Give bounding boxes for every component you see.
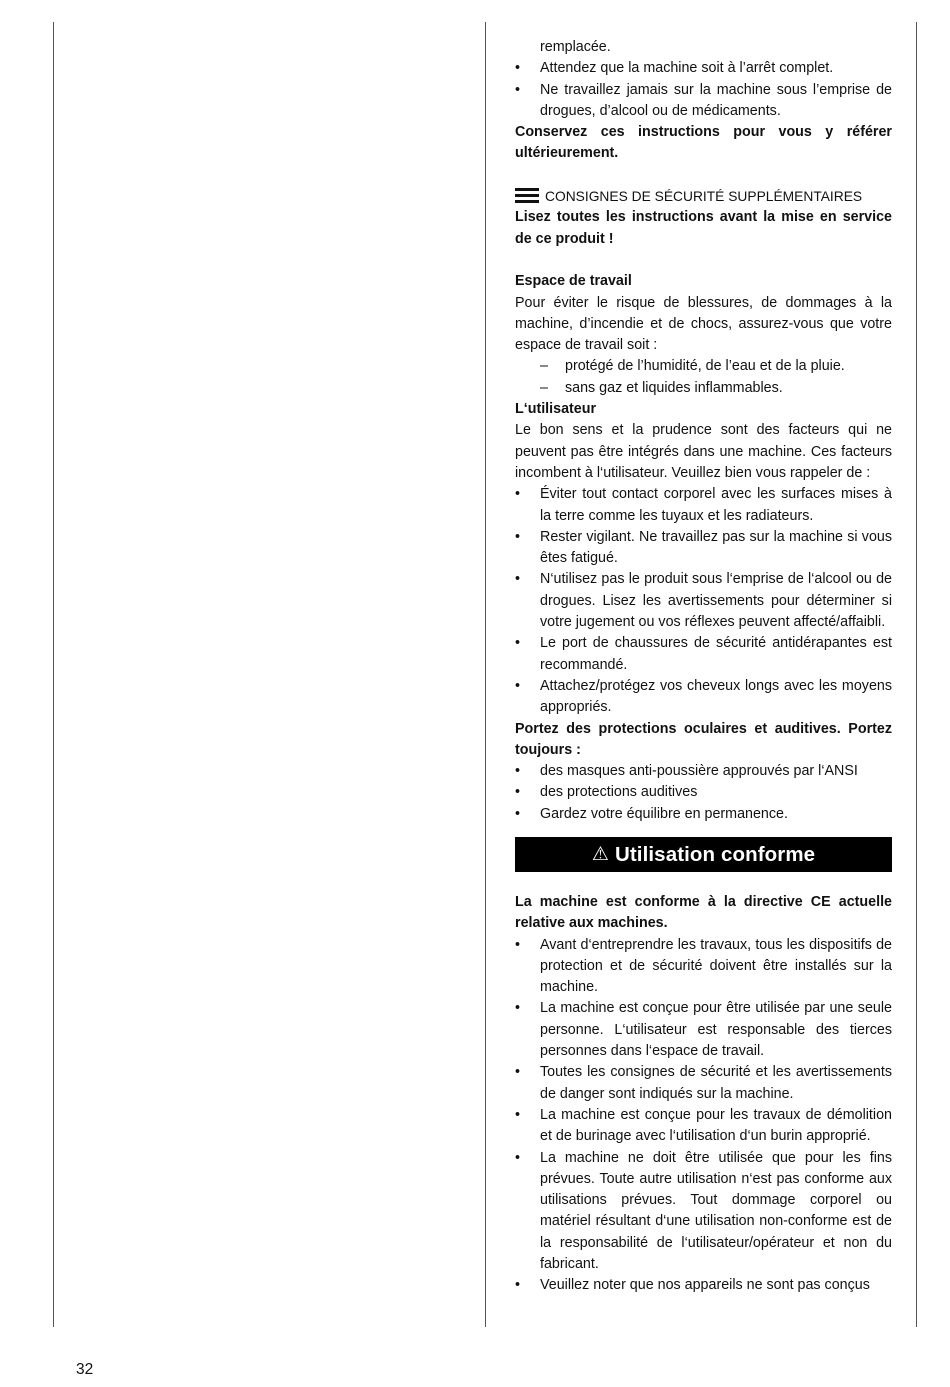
continued-text: remplacée. xyxy=(540,39,611,55)
warning-triangle-icon: ⚠ xyxy=(591,843,609,865)
workspace-text: Pour éviter le risque de blessures, de dommages à la machine, d’incendie et de chocs, assurez-vous que votre espace de travail soit : xyxy=(515,294,892,354)
page-number: 32 xyxy=(76,1361,94,1378)
protection-title: Portez des protections oculaires et auditives. Portez toujours : xyxy=(515,720,892,758)
list-item: • Attachez/protégez vos cheveux longs avec les moyens appropriés. xyxy=(515,676,892,719)
top-bullet-list xyxy=(515,58,892,122)
list-item: • Gardez votre équilibre en permanence. xyxy=(515,804,892,825)
list-item: • Éviter tout contact corporel avec les surfaces mises à la terre comme les tuyaux et les radiateurs. xyxy=(515,484,892,527)
section-banner xyxy=(515,837,892,872)
right-text-column xyxy=(515,37,892,1297)
additional-safety-heading xyxy=(515,186,892,207)
list-item: • N‘utilisez pas le produit sous l‘emprise de l‘alcool ou de drogues. Lisez les avertissements pour déterminer si votre jugement ou vos réflexes peuvent affecté/affaibli. xyxy=(515,569,892,633)
protection-list xyxy=(515,761,892,825)
user-list xyxy=(515,484,892,718)
user-text: Le bon sens et la prudence sont des facteurs qui ne peuvent pas être intégrés dans une machine. Ces facteurs incombent à l‘utilisateur. Veuillez bien vous rappeler de : xyxy=(515,422,892,481)
menu-lines-icon xyxy=(515,188,539,203)
conformity-list xyxy=(515,935,892,1297)
list-item: • Ne travaillez jamais sur la machine sous l’emprise de drogues, d’alcool ou de médicaments. xyxy=(515,80,892,123)
list-item: – sans gaz et liquides inflammables. xyxy=(515,378,892,399)
list-item: • des masques anti-poussière approuvés par l‘ANSI xyxy=(515,761,892,782)
additional-safety-intro: Lisez toutes les instructions avant la mise en service de ce produit ! xyxy=(515,209,892,247)
list-item: – protégé de l’humidité, de l’eau et de la pluie. xyxy=(515,356,892,377)
right-margin-rule xyxy=(916,22,917,1327)
list-item: • Toutes les consignes de sécurité et les avertissements de danger sont indiqués sur la machine. xyxy=(515,1062,892,1105)
list-item: • Avant d‘entreprendre les travaux, tous les dispositifs de protection et de sécurité doivent être installés sur la machine. xyxy=(515,935,892,999)
list-item: • Veuillez noter que nos appareils ne sont pas conçus xyxy=(515,1275,892,1296)
keep-instructions-note: Conservez ces instructions pour vous y référer ultérieurement. xyxy=(515,124,892,162)
additional-safety-heading-text: CONSIGNES DE SÉCURITÉ SUPPLÉMENTAIRES xyxy=(545,189,863,205)
list-item: • des protections auditives xyxy=(515,782,892,803)
conformity-intro: La machine est conforme à la directive CE actuelle relative aux machines. xyxy=(515,893,892,932)
list-item: • Attendez que la machine soit à l’arrêt complet. xyxy=(515,58,892,79)
workspace-title: Espace de travail xyxy=(515,273,632,290)
list-item: • La machine ne doit être utilisée que pour les fins prévues. Toute autre utilisation n‘est pas conforme aux utilisations prévues. Tout dommage corporel ou matériel résultant d‘une utilisation non-conforme est de la responsabilité de l‘utilisateur/opérateur et non du fabricant. xyxy=(515,1148,892,1276)
list-item: • Rester vigilant. Ne travaillez pas sur la machine si vous êtes fatigué. xyxy=(515,527,892,570)
list-item: • La machine est conçue pour être utilisée par une seule personne. L‘utilisateur est responsable des tierces personnes dans l‘espace de travail. xyxy=(515,998,892,1062)
list-item: • La machine est conçue pour les travaux de démolition et de burinage avec l‘utilisation d‘un burin approprié. xyxy=(515,1105,892,1148)
left-margin-rule xyxy=(53,22,54,1327)
list-item: • Le port de chaussures de sécurité antidérapantes est recommandé. xyxy=(515,633,892,676)
section-banner-title: Utilisation conforme xyxy=(614,842,816,866)
workspace-list xyxy=(515,356,892,399)
user-title: L‘utilisateur xyxy=(515,401,597,418)
column-divider-rule xyxy=(485,22,486,1327)
